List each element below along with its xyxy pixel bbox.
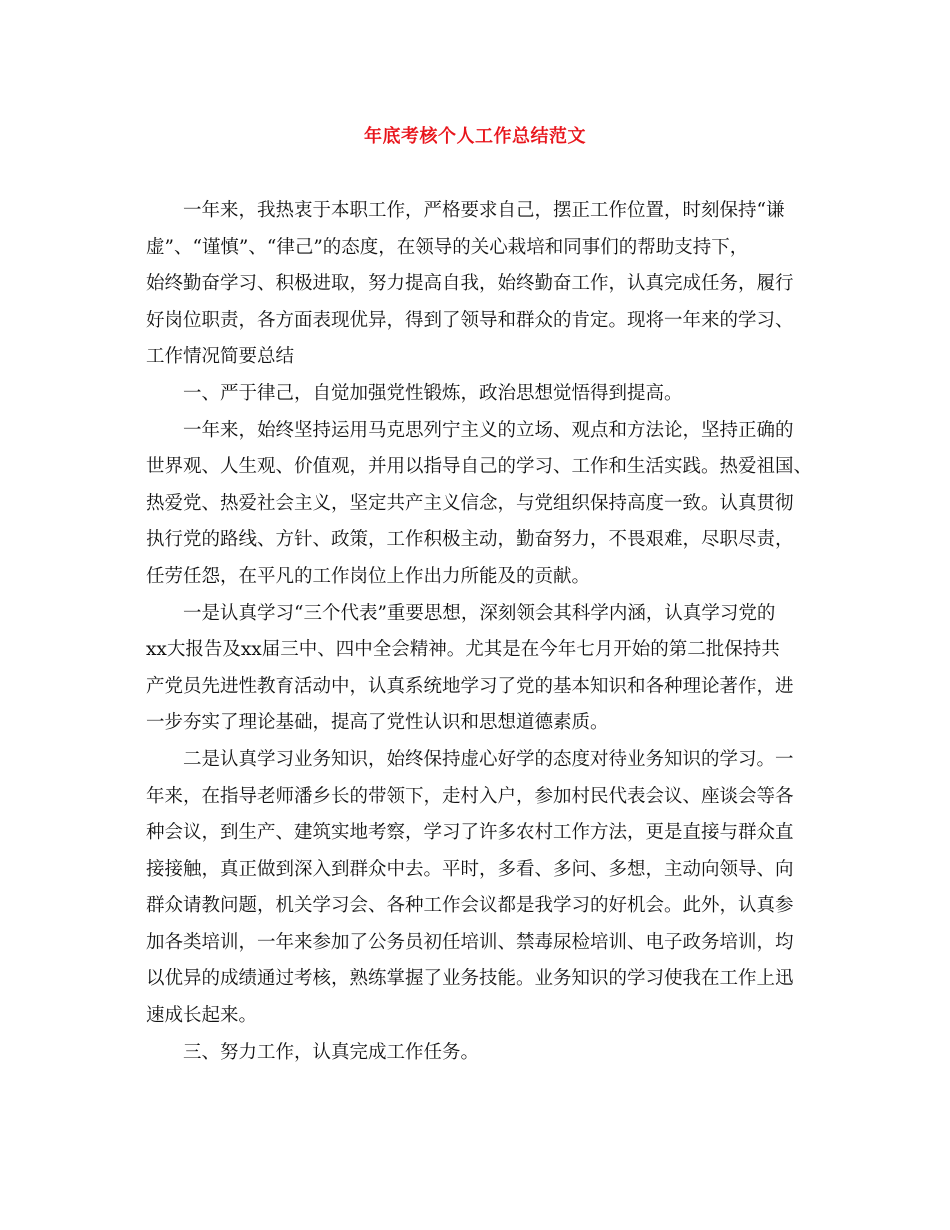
body-line: 一是认真学习“三个代表”重要思想，深刻领会其科学内涵，认真学习党的 <box>183 602 776 624</box>
body-line: 执行党的路线、方针、政策，工作积极主动，勤奋努力，不畏艰难，尽职尽责， <box>146 529 794 551</box>
body-line: 群众请教问题，机关学习会、各种工作会议都是我学习的好机会。此外，认真参 <box>146 895 794 917</box>
body-line: 年来，在指导老师潘乡长的带领下，走村入户，参加村民代表会议、座谈会等各 <box>146 785 794 807</box>
document-title: 年底考核个人工作总结范文 <box>364 126 586 147</box>
document-body <box>146 193 813 1071</box>
body-line: 二是认真学习业务知识，始终保持虚心好学的态度对待业务知识的学习。一 <box>183 748 794 770</box>
body-line: 始终勤奋学习、积极进取，努力提高自我，始终勤奋工作，认真完成任务，履行 <box>146 273 794 295</box>
body-line: 速成长起来。 <box>146 1005 258 1027</box>
body-line: 接接触，真正做到深入到群众中去。平时，多看、多问、多想，主动向领导、向 <box>146 858 794 880</box>
body-line: 任劳任怨，在平凡的工作岗位上作出力所能及的贡献。 <box>146 565 591 587</box>
body-line: 以优异的成绩通过考核，熟练掌握了业务技能。业务知识的学习使我在工作上迅 <box>146 968 794 990</box>
section-heading: 一、严于律己，自觉加强党性锻炼，政治思想觉悟得到提高。 <box>183 382 683 404</box>
section-heading: 三、努力工作，认真完成工作任务。 <box>183 1041 480 1063</box>
body-line: 一年来，始终坚持运用马克思列宁主义的立场、观点和方法论，坚持正确的 <box>183 419 794 441</box>
body-line: xx大报告及xx届三中、四中全会精神。尤其是在今年七月开始的第二批保持共 <box>146 639 780 661</box>
body-line: 种会议，到生产、建筑实地考察，学习了许多农村工作方法，更是直接与群众直 <box>146 822 794 844</box>
body-line: 产党员先进性教育活动中，认真系统地学习了党的基本知识和各种理论著作，进 <box>146 675 794 697</box>
body-line: 好岗位职责，各方面表现优异，得到了领导和群众的肯定。现将一年来的学习、 <box>146 309 794 331</box>
body-line: 一年来，我热衷于本职工作，严格要求自己，摆正工作位置，时刻保持“谦 <box>183 200 785 221</box>
body-line: 加各类培训，一年来参加了公务员初任培训、禁毒尿检培训、电子政务培训，均 <box>146 931 794 953</box>
body-line: 虚”、“谨慎”、“律己”的态度，在领导的关心栽培和同事们的帮助支持下， <box>146 236 749 258</box>
body-line: 工作情况简要总结 <box>146 346 295 368</box>
body-line: 一步夯实了理论基础，提高了党性认识和思想道德素质。 <box>146 712 609 734</box>
body-line: 世界观、人生观、价值观，并用以指导自己的学习、工作和生活实践。热爱祖国、 <box>146 456 813 478</box>
body-line: 热爱党、热爱社会主义，坚定共产主义信念，与党组织保持高度一致。认真贯彻 <box>146 492 794 514</box>
